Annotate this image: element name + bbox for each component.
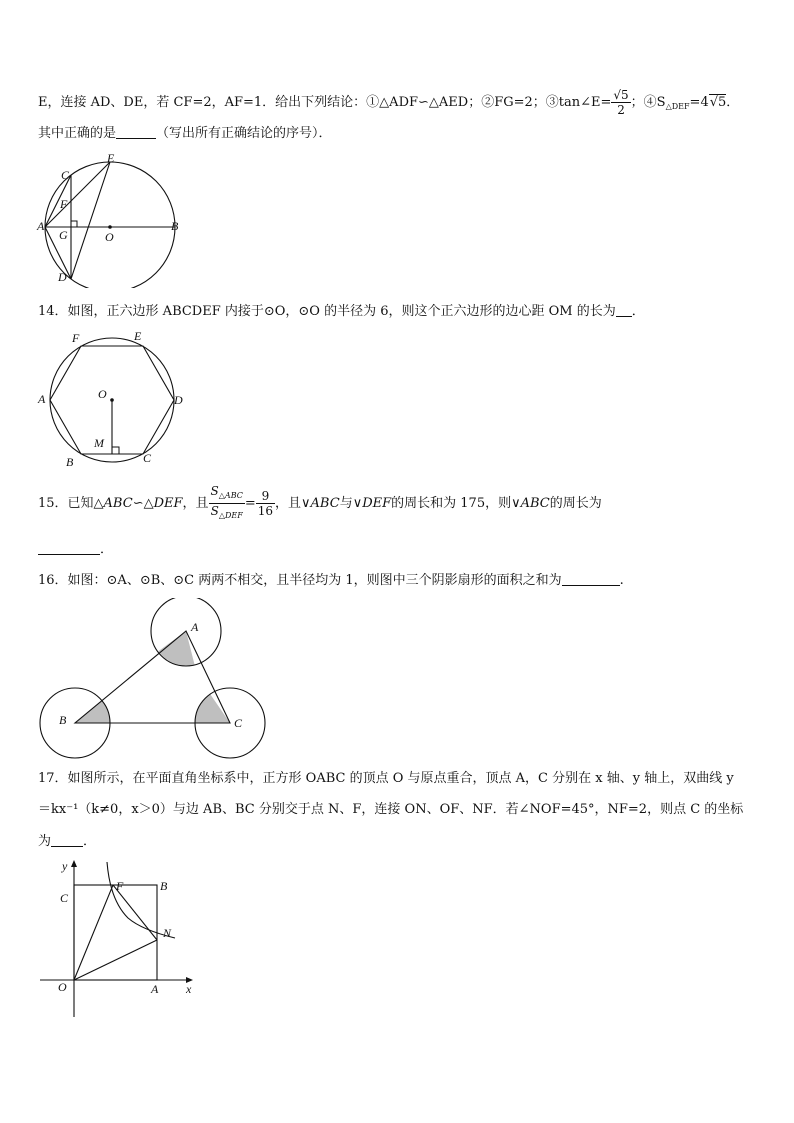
q16-circles-figure — [34, 598, 274, 760]
q17-line1: 17．如图所示，在平面直角坐标系中，正方形 OABC 的顶点 O 与原点重合，顶点 A，C 分别在 x 轴、y 轴上，双曲线 y — [38, 771, 734, 786]
label-F: F — [116, 879, 124, 893]
answer-blank — [116, 124, 156, 139]
answer-blank — [51, 832, 83, 847]
ratio-value-fraction: $\frac{9}{16}$ — [257, 489, 274, 518]
q16-text: 16．如图：⊙A、⊙B、⊙C 两两不相交，且半径均为 1，则图中三个阴影扇形的面积之和为 . — [38, 573, 624, 588]
label-E: E — [107, 151, 115, 165]
label-E: E — [134, 329, 142, 343]
q15-answer-line: ． — [38, 540, 113, 559]
label-A: A — [38, 392, 46, 406]
q17-coordinate-figure — [30, 852, 200, 1024]
label-C: C — [143, 451, 152, 465]
label-D: D — [58, 270, 67, 284]
q13-circle-figure — [30, 148, 200, 288]
label-D: D — [174, 393, 183, 407]
label-A: A — [191, 620, 199, 634]
answer-blank — [38, 540, 100, 555]
label-B: B — [59, 713, 67, 727]
label-A: A — [151, 982, 159, 996]
label-O: O — [105, 230, 114, 244]
label-C: C — [61, 168, 70, 182]
label-N: N — [163, 926, 172, 940]
label-B: B — [66, 455, 74, 469]
q13-line2: 其中正确的是 （写出所有正确结论的序号）． — [38, 126, 332, 141]
label-C: C — [234, 716, 243, 730]
label-F: F — [60, 197, 68, 211]
answer-blank — [616, 302, 632, 317]
label-O: O — [98, 387, 107, 401]
q14-text: 14．如图，正六边形 ABCDEF 内接于⊙O，⊙O 的半径为 6，则这个正六边形的边心距 OM 的长为 ． — [38, 304, 645, 319]
q15-text: 15．已知△ABC∽△DEF，且 $\frac{S_{\triangle ABC}}{S_{\triangle DEF}}$ = $\frac{9}{16}$ ，且∨ABC与∨DEF的周长和为 175，则∨ABC的周长为 — [38, 484, 602, 523]
answer-blank — [562, 571, 620, 586]
label-G: G — [59, 228, 68, 242]
q17-line2: ＝kx⁻¹（k≠0，x＞0）与边 AB、BC 分别交于点 N、F，连接 ON、OF、NF．若∠NOF=45°，NF=2，则点 C 的坐标 — [38, 802, 744, 817]
label-x: x — [186, 982, 192, 996]
label-M: M — [94, 436, 104, 450]
label-B: B — [171, 219, 179, 233]
label-O: O — [58, 980, 67, 994]
q17-line3: 为 ． — [38, 834, 97, 849]
label-A: A — [37, 219, 45, 233]
label-C: C — [60, 891, 69, 905]
label-F: F — [72, 331, 80, 345]
area-ratio-fraction: $\frac{S_{\triangle ABC}}{S_{\triangle DEF}}$ — [210, 484, 243, 520]
q13-line1: E，连接 AD、DE，若 CF=2，AF=1．给出下列结论：①△ADF∽△AED；②FG=2；③tan∠E= $\frac{√5}{2}$ ；$④S_{\triangle DEF}=4√5$． — [38, 88, 740, 117]
q14-hexagon-figure — [30, 328, 200, 470]
tan-fraction: $\frac{√5}{2}$ — [613, 88, 629, 117]
label-y: y — [62, 859, 68, 873]
label-B: B — [160, 879, 168, 893]
